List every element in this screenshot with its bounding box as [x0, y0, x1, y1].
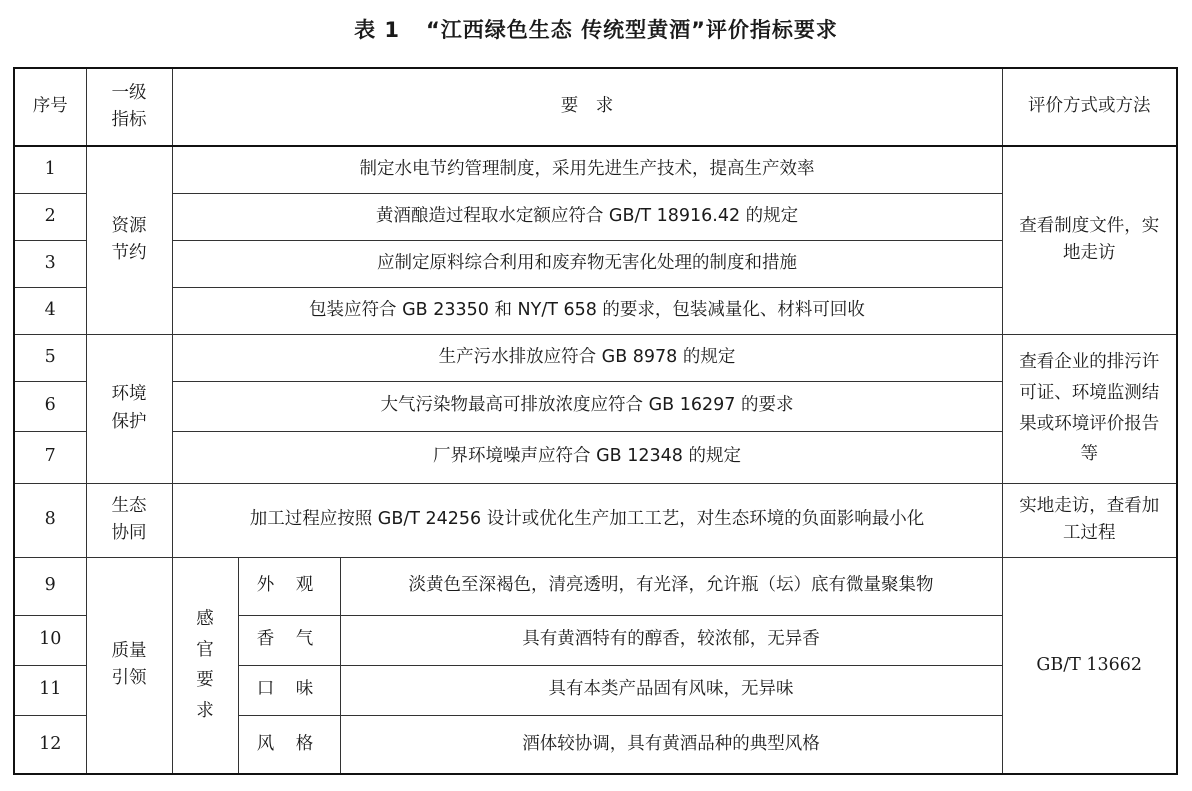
requirement-cell: 大气污染物最高可排放浓度应符合 GB 16297 的要求 [172, 381, 1002, 431]
sensory-item: 风 格 [238, 715, 340, 774]
requirement-cell: 加工过程应按照 GB/T 24256 设计或优化生产加工工艺，对生态环境的负面影响最小化 [172, 483, 1002, 557]
header-method: 评价方式或方法 [1002, 68, 1177, 146]
requirement-cell: 淡黄色至深褐色，清亮透明，有光泽，允许瓶（坛）底有微量聚集物 [340, 557, 1002, 615]
requirement-cell: 应制定原料综合利用和废弃物无害化处理的制度和措施 [172, 240, 1002, 287]
table-row [14, 146, 1177, 193]
indicator-environment: 环境保护 [86, 334, 172, 483]
header-requirement: 要 求 [172, 68, 1002, 146]
evaluation-table [13, 67, 1178, 775]
row-seq: 2 [14, 193, 86, 240]
requirement-cell: 包装应符合 GB 23350 和 NY/T 658 的要求，包装减量化、材料可回收 [172, 287, 1002, 334]
requirement-cell: 具有黄酒特有的醇香，较浓郁，无异香 [340, 615, 1002, 665]
table-row [14, 483, 1177, 557]
method-ecology: 实地走访，查看加工过程 [1002, 483, 1177, 557]
requirement-cell: 厂界环境噪声应符合 GB 12348 的规定 [172, 431, 1002, 483]
method-quality: GB/T 13662 [1002, 557, 1177, 774]
row-seq: 5 [14, 334, 86, 381]
row-seq: 10 [14, 615, 86, 665]
row-seq: 9 [14, 557, 86, 615]
sensory-item: 口 味 [238, 665, 340, 715]
indicator-resource: 资源节约 [86, 146, 172, 334]
sensory-item: 外 观 [238, 557, 340, 615]
row-seq: 8 [14, 483, 86, 557]
table-row [14, 557, 1177, 615]
row-seq: 6 [14, 381, 86, 431]
header-level1: 一级指标 [86, 68, 172, 146]
table-caption [0, 14, 1192, 44]
sensory-item: 香 气 [238, 615, 340, 665]
row-seq: 12 [14, 715, 86, 774]
table-header-row [14, 68, 1177, 146]
table-row [14, 334, 1177, 381]
table-number: 表 1 [354, 18, 400, 42]
sensory-requirement-label: 感官要求 [172, 557, 238, 774]
method-environment: 查看企业的排污许可证、环境监测结果或环境评价报告等 [1002, 334, 1177, 483]
requirement-cell: 制定水电节约管理制度，采用先进生产技术，提高生产效率 [172, 146, 1002, 193]
requirement-cell: 生产污水排放应符合 GB 8978 的规定 [172, 334, 1002, 381]
indicator-quality: 质量引领 [86, 557, 172, 774]
indicator-ecology: 生态协同 [86, 483, 172, 557]
row-seq: 3 [14, 240, 86, 287]
row-seq: 4 [14, 287, 86, 334]
requirement-cell: 具有本类产品固有风味，无异味 [340, 665, 1002, 715]
requirement-cell: 酒体较协调，具有黄酒品种的典型风格 [340, 715, 1002, 774]
requirement-cell: 黄酒酿造过程取水定额应符合 GB/T 18916.42 的规定 [172, 193, 1002, 240]
row-seq: 1 [14, 146, 86, 193]
row-seq: 7 [14, 431, 86, 483]
method-resource: 查看制度文件，实地走访 [1002, 146, 1177, 334]
header-seq: 序号 [14, 68, 86, 146]
table-title: “江西绿色生态 传统型黄酒”评价指标要求 [426, 18, 838, 42]
row-seq: 11 [14, 665, 86, 715]
